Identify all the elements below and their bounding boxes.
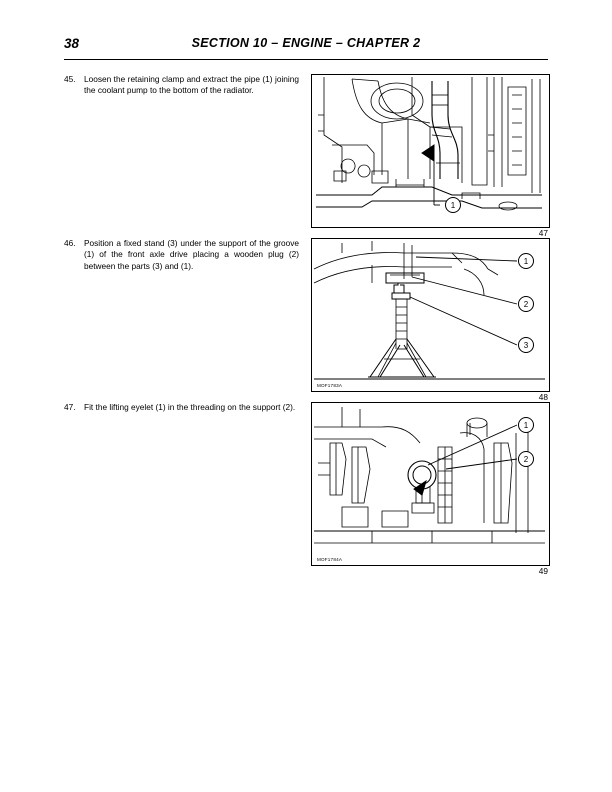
figure-49-callout-1: 1 (518, 417, 534, 433)
figure-48-illustration (312, 239, 547, 389)
figure-48-callout-3: 3 (518, 337, 534, 353)
step-number-47: 47. (64, 402, 76, 412)
figure-49-callout-2: 2 (518, 451, 534, 467)
figure-47-callout-1: 1 (445, 197, 461, 213)
figure-47-illustration (312, 75, 547, 225)
figure-48-caption: 48 (538, 392, 548, 402)
step-text-46: Position a fixed stand (3) under the support of the groove (1) of the front axle drive placing a wooden plug (2) between the parts (3) and (1). (84, 238, 299, 271)
figure-49-code: MOF1784A (317, 557, 343, 562)
figure-48-callout-2: 2 (518, 296, 534, 312)
page-number: 38 (64, 36, 80, 51)
header-rule (64, 59, 548, 60)
figure-49-illustration (312, 403, 547, 563)
figure-48 (311, 238, 550, 392)
step-number-45: 45. (64, 74, 76, 84)
step-number-46: 46. (64, 238, 76, 248)
figure-47 (311, 74, 550, 228)
figure-49-caption: 49 (538, 566, 548, 576)
figure-48-callout-1: 1 (518, 253, 534, 269)
figure-47-caption: 47 (538, 228, 548, 238)
page-header (64, 36, 548, 62)
step-text-45: Loosen the retaining clamp and extract the pipe (1) joining the coolant pump to the bottom of the radiator. (84, 74, 299, 96)
header-title: SECTION 10 – ENGINE – CHAPTER 2 (191, 36, 421, 50)
figure-48-code: MOF1783A (317, 383, 343, 388)
pointer-arrow (422, 145, 434, 161)
figure-49 (311, 402, 550, 566)
step-text-47: Fit the lifting eyelet (1) in the threading on the support (2). (84, 402, 296, 412)
